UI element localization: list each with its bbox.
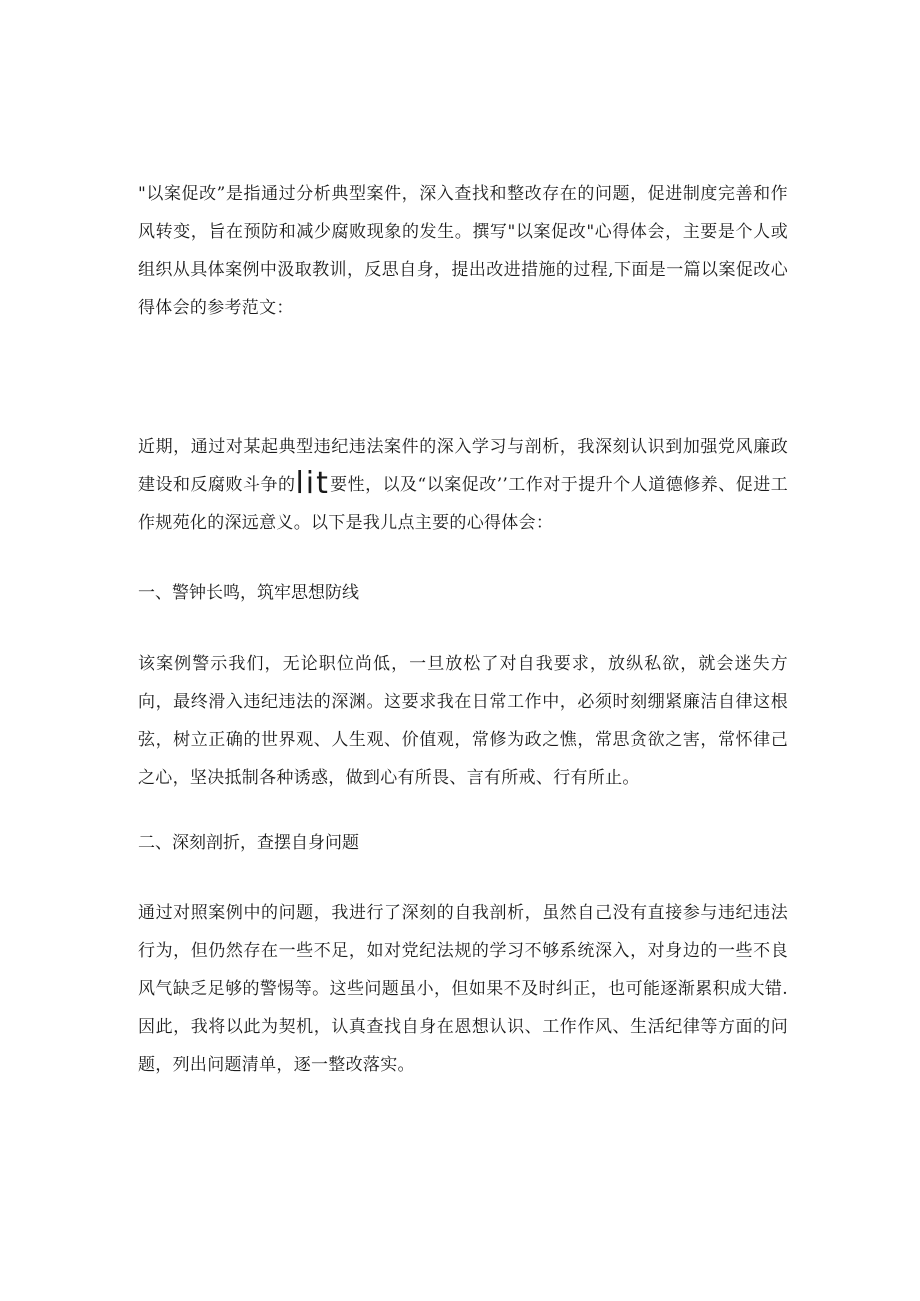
section-heading-2: 二、深刻剖折，查摆自身问题	[138, 833, 359, 853]
section-body-2: 通过对照案例中的问题，我进行了深刻的自我剖析，虽然自己没有直接参与违纪违法行为，但仍然存在一些不足，如对党纪法规的学习不够系统深入，对身边的一些不良风气缺乏足够的警惕等。这些问题虽小，但如果不及时纠正，也可能逐渐累积成大错.因此，我将以此为契机，认真查找自身在恩想认识、工作作风、生活纪律等方面的问题，列出问题清单，逐一整改落实。	[138, 903, 788, 1075]
opening-text-after: 要性，以及“以案促改’’工作对于提升个人道德修养、促进工作规苑化的深远意义。以下是我儿点主要的心得体会：	[138, 475, 789, 533]
opening-text-before: 近期，通过对某起典型违纪违法案件的深入学习与剖析，我深刻认识到加强党风廉政建设和反腐败斗争的	[138, 437, 788, 495]
intro-paragraph: "以案促改”是指通过分析典型案件，深入查找和整改存在的问题，促进制度完善和作风转变，旨在预防和减少腐败现象的发生。撰写"以案促改"心得体会，主要是个人或组织从具体案例中汲取教训，反思自身，提出改进措施的过程,下面是一篇以案促改心得体会的参考范文：	[138, 184, 788, 318]
garbled-glyph-text: lit	[295, 466, 330, 501]
opening-paragraph	[138, 428, 788, 542]
section-heading-1: 一、警钟长鸣，筑牢思想防线	[138, 583, 359, 603]
section-body-1: 该案例警示我们，无论职位尚低，一旦放松了对自我要求，放纵私欲，就会迷失方向，最终滑入违纪违法的深渊。这要求我在日常工作中，必须时刻绷紧廉洁自律这根弦，树立正确的世界观、人生观、价值观，常修为政之憔，常思贪欲之害，常怀律己之心，坚决抵制各种诱惑，做到心有所畏、言有所戒、行有所止。	[138, 654, 788, 788]
